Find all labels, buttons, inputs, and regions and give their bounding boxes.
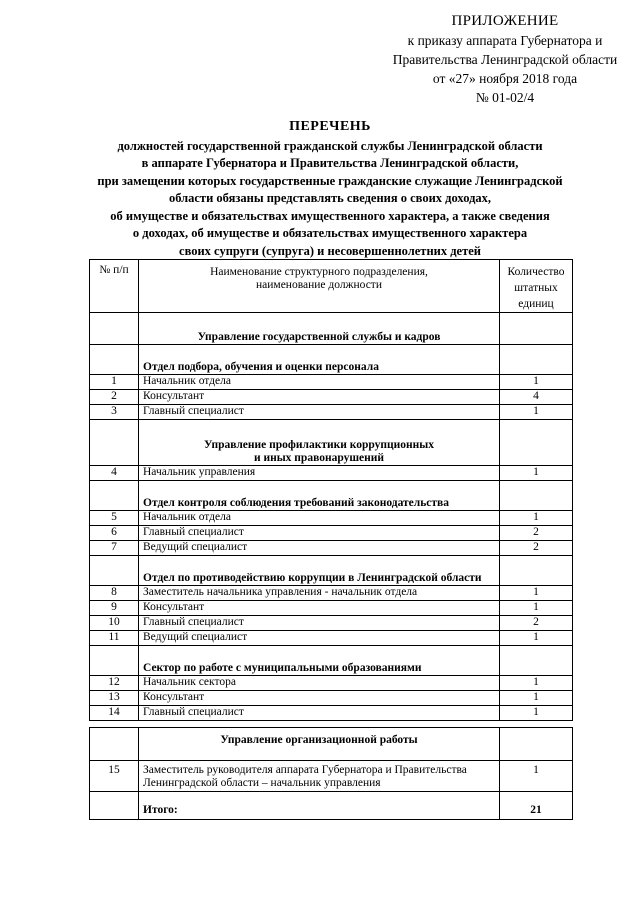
table-row (90, 511, 573, 526)
subsection-title: Сектор по работе с муниципальными образованиями (139, 646, 500, 676)
appendix-line: № 01-02/4 (475, 90, 535, 105)
heading-line: об имуществе и обязательствах имущественного характера, а также сведения (110, 208, 550, 223)
cell-qty: 1 (500, 375, 573, 390)
cell-name: Консультант (139, 601, 500, 616)
subsection-title: Отдел по противодействию коррупции в Ленинградской области (139, 556, 500, 586)
section-title-line: и иных правонарушений (253, 452, 385, 464)
cell-name: Главный специалист (139, 405, 500, 420)
cell-qty: 1 (500, 761, 573, 792)
table-row (90, 390, 573, 405)
cell-num: 13 (90, 691, 139, 706)
appendix-line: Правительства Ленинградской области (392, 52, 618, 67)
table-row (90, 706, 573, 721)
cell-qty: 1 (500, 601, 573, 616)
subsection-row (90, 481, 573, 511)
cell-num: 6 (90, 526, 139, 541)
cell-num: 15 (90, 761, 139, 792)
table-row (90, 761, 573, 792)
section-row (90, 313, 573, 345)
cell-qty: 1 (500, 706, 573, 721)
appendix-block (390, 12, 620, 107)
table-row (90, 616, 573, 631)
total-row (90, 792, 573, 820)
cell-num (90, 345, 139, 375)
cell-qty: 2 (500, 526, 573, 541)
section-title: Управление государственной службы и кадров (139, 313, 500, 345)
cell-num (90, 313, 139, 345)
cell-name: Главный специалист (139, 526, 500, 541)
heading-line: о доходах, об имуществе и обязательствах имущественного характера (132, 226, 528, 240)
table-row (90, 526, 573, 541)
subsection-row (90, 556, 573, 586)
heading-line: должностей государственной гражданской службы Ленинградской области (117, 138, 543, 153)
subsection-title: Отдел подбора, обучения и оценки персонала (139, 345, 500, 375)
table-row (90, 676, 573, 691)
cell-num: 12 (90, 676, 139, 691)
section-row (90, 728, 573, 761)
cell-num: 11 (90, 631, 139, 646)
subsection-row (90, 646, 573, 676)
cell-name-line: Заместитель руководителя аппарата Губернатора и Правительства (143, 764, 467, 776)
cell-num (90, 728, 139, 761)
cell-num: 3 (90, 405, 139, 420)
cell-num (90, 646, 139, 676)
total-label: Итого: (139, 792, 500, 820)
cell-qty: 1 (500, 586, 573, 601)
col-header-qty-line: Количество (507, 266, 565, 278)
cell-qty (500, 313, 573, 345)
appendix-title: ПРИЛОЖЕНИЕ (451, 13, 559, 29)
section-title: Управление организационной работы (139, 728, 500, 761)
col-header-name (139, 260, 500, 313)
cell-num: 7 (90, 541, 139, 556)
cell-qty (500, 556, 573, 586)
section-row (90, 420, 573, 466)
cell-num: 4 (90, 466, 139, 481)
cell-num (90, 792, 139, 820)
table-row (90, 375, 573, 390)
col-header-qty-line: единиц (518, 298, 554, 310)
cell-name: Главный специалист (139, 616, 500, 631)
total-value: 21 (500, 792, 573, 820)
positions-table-2 (89, 727, 573, 820)
table-row (90, 691, 573, 706)
cell-qty: 1 (500, 405, 573, 420)
cell-name: Начальник управления (139, 466, 500, 481)
document-title: ПЕРЕЧЕНЬ (289, 119, 371, 134)
cell-qty: 4 (500, 390, 573, 405)
cell-name (139, 761, 500, 792)
cell-name: Начальник отдела (139, 375, 500, 390)
cell-qty: 1 (500, 466, 573, 481)
cell-name-line: Ленинградской области – начальник управления (143, 777, 381, 789)
cell-name: Ведущий специалист (139, 631, 500, 646)
subsection-title: Отдел контроля соблюдения требований законодательства (139, 481, 500, 511)
col-header-qty-line: штатных (514, 282, 558, 294)
col-header-qty (500, 260, 573, 313)
cell-num: 10 (90, 616, 139, 631)
cell-qty (500, 646, 573, 676)
cell-qty: 1 (500, 691, 573, 706)
cell-name: Начальник отдела (139, 511, 500, 526)
cell-num (90, 481, 139, 511)
cell-num: 8 (90, 586, 139, 601)
cell-num: 1 (90, 375, 139, 390)
cell-num: 5 (90, 511, 139, 526)
cell-num (90, 556, 139, 586)
col-header-name-line: наименование должности (256, 279, 382, 291)
table-row (90, 586, 573, 601)
section-title-line: Управление профилактики коррупционных (204, 439, 434, 451)
cell-qty: 1 (500, 511, 573, 526)
table-row (90, 631, 573, 646)
appendix-line: от «27» ноября 2018 года (432, 71, 578, 86)
table-header-row (90, 260, 573, 313)
cell-qty (500, 420, 573, 466)
section-title (139, 420, 500, 466)
table-body (90, 313, 573, 721)
cell-qty: 1 (500, 631, 573, 646)
cell-qty: 2 (500, 616, 573, 631)
table-row (90, 405, 573, 420)
cell-name: Консультант (139, 691, 500, 706)
table-row (90, 466, 573, 481)
heading-line: области обязаны представлять сведения о своих доходах, (168, 191, 492, 205)
cell-qty (500, 481, 573, 511)
positions-table (89, 259, 573, 721)
cell-num: 2 (90, 390, 139, 405)
appendix-line: к приказу аппарата Губернатора и (407, 33, 603, 48)
col-header-num: № п/п (90, 260, 139, 313)
heading-line: в аппарате Губернатора и Правительства Ленинградской области, (141, 156, 519, 170)
subsection-row (90, 345, 573, 375)
cell-name: Ведущий специалист (139, 541, 500, 556)
cell-num: 14 (90, 706, 139, 721)
heading-line: своих супруги (супруга) и несовершеннолетних детей (179, 243, 481, 258)
table-row (90, 541, 573, 556)
cell-name: Заместитель начальника управления - начальник отдела (139, 586, 500, 601)
cell-num: 9 (90, 601, 139, 616)
cell-qty (500, 345, 573, 375)
col-header-name-line: Наименование структурного подразделения, (210, 266, 428, 278)
cell-name: Главный специалист (139, 706, 500, 721)
cell-name: Начальник сектора (139, 676, 500, 691)
cell-name: Консультант (139, 390, 500, 405)
document-heading (60, 118, 600, 260)
cell-num (90, 420, 139, 466)
table-row (90, 601, 573, 616)
cell-qty: 1 (500, 676, 573, 691)
heading-line: при замещении которых государственные гражданские служащие Ленинградской (97, 173, 563, 188)
cell-qty: 2 (500, 541, 573, 556)
cell-qty (500, 728, 573, 761)
